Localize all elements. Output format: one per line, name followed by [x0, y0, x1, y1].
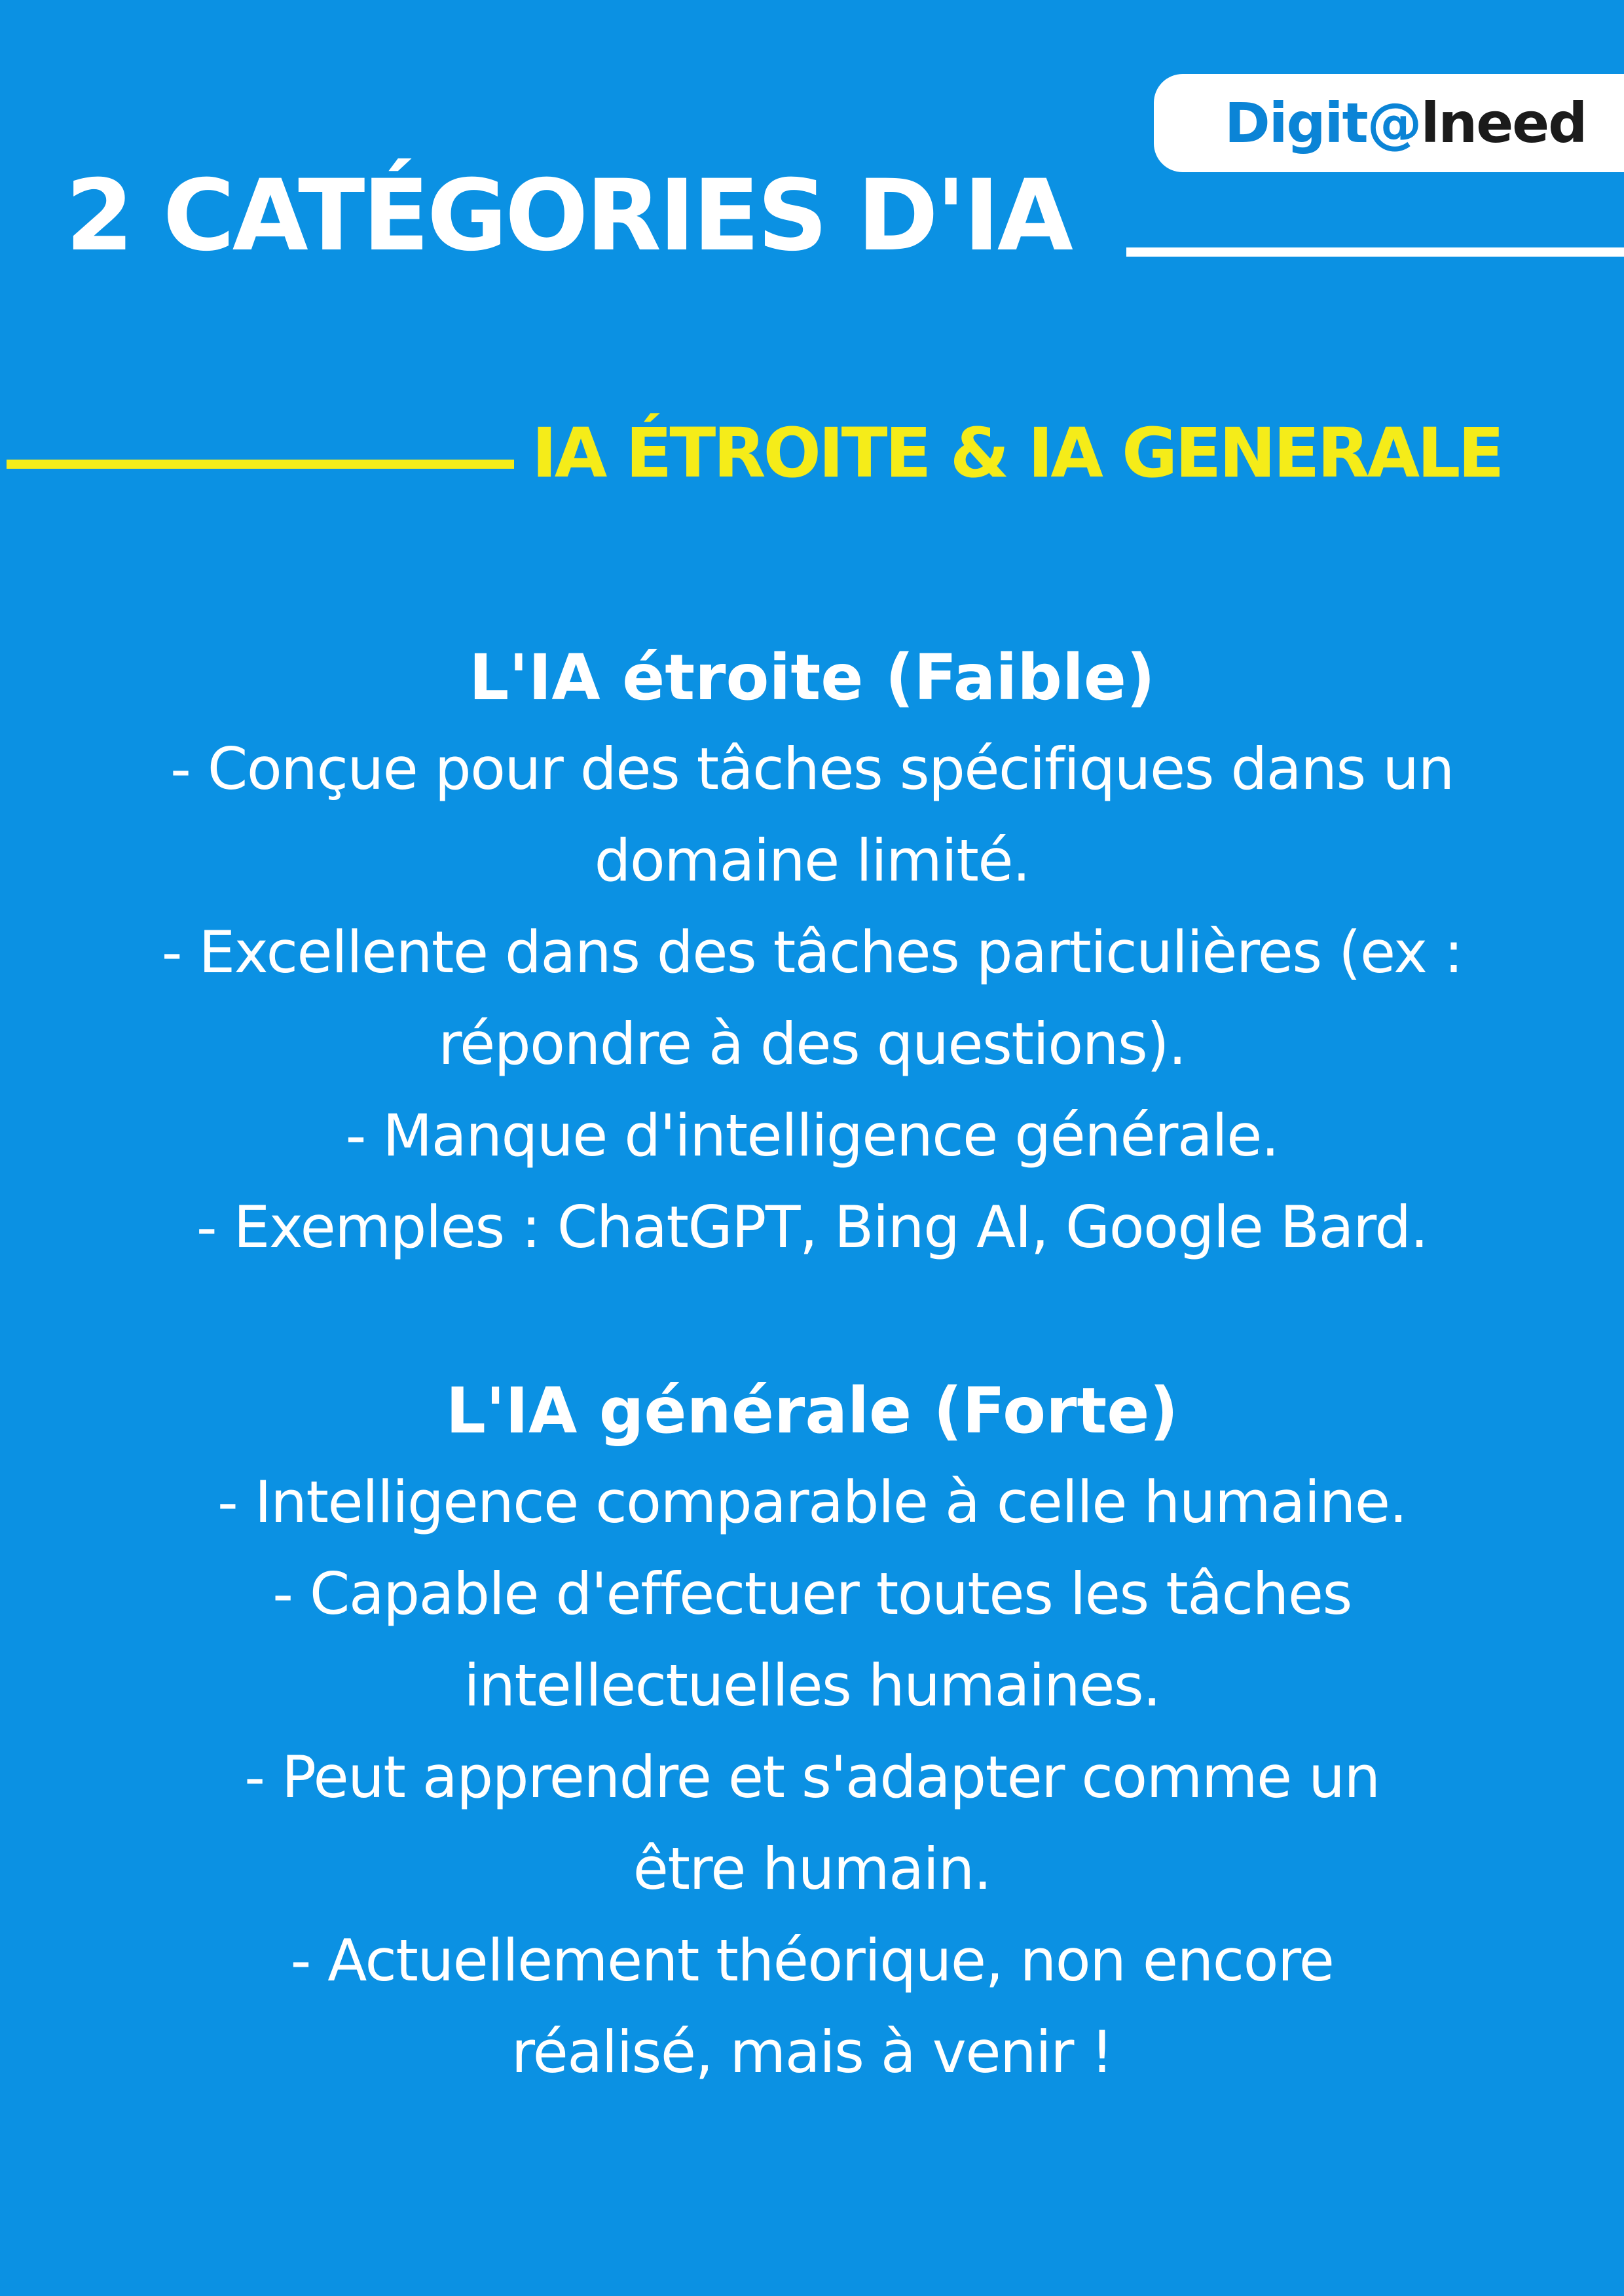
section-heading: L'IA générale (Forte) — [445, 1374, 1179, 1448]
title-divider — [1126, 247, 1624, 257]
section-line: - Intelligence comparable à celle humaine. — [217, 1468, 1407, 1536]
section-general-ai — [65, 1365, 1559, 2098]
section-line: réalisé, mais à venir ! — [511, 2018, 1113, 2086]
section-line: - Peut apprendre et s'adapter comme un — [244, 1743, 1380, 1811]
section-line: répondre à des questions). — [438, 1010, 1186, 1078]
brand-badge — [1154, 74, 1624, 172]
brand-logo-part2: lneed — [1420, 91, 1587, 155]
brand-logo — [1225, 91, 1586, 155]
section-line: - Exemples : ChatGPT, Bing AI, Google Bard. — [196, 1194, 1428, 1261]
section-line: - Manque d'intelligence générale. — [345, 1102, 1279, 1169]
section-line: intellectuelles humaines. — [464, 1652, 1160, 1719]
section-line: - Excellente dans des tâches particulières (ex : — [161, 919, 1463, 986]
section-line: - Conçue pour des tâches spécifiques dans un — [170, 735, 1454, 803]
brand-logo-part1: Digit@ — [1225, 91, 1421, 155]
subtitle-divider — [7, 460, 514, 469]
section-heading: L'IA étroite (Faible) — [469, 641, 1155, 714]
section-line: domaine limité. — [594, 827, 1030, 894]
page-title: 2 CATÉGORIES D'IA — [65, 159, 1071, 273]
section-line: - Actuellement théorique, non encore — [290, 1927, 1334, 1994]
section-narrow-ai — [65, 632, 1559, 1273]
section-line: être humain. — [633, 1835, 991, 1903]
section-line: - Capable d'effectuer toutes les tâches — [272, 1560, 1352, 1628]
page-subtitle: IA ÉTROITE & IA GENERALE — [532, 413, 1502, 493]
